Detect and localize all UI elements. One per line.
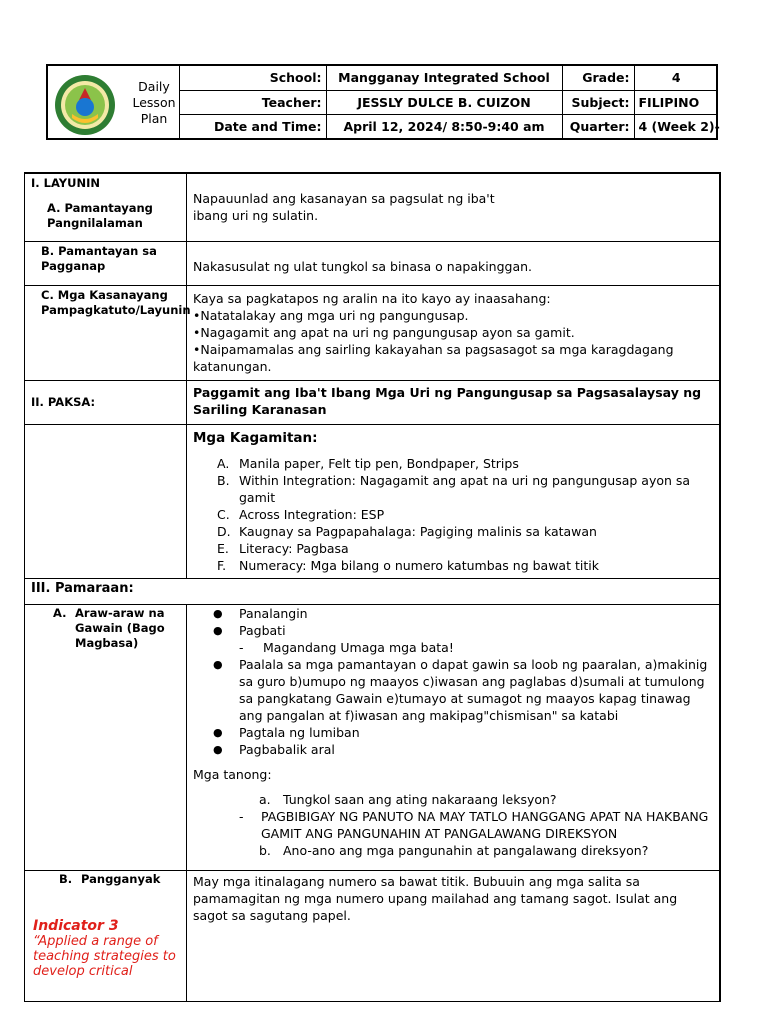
kasanayan-content [187,285,721,380]
list-item: ● Panalangin [213,605,308,621]
header-row-school [180,66,718,90]
kagamitan-content [187,424,721,578]
pamantayan-sa-pagganap-text: Nakasusulat ng ulat tungkol sa binasa o napakinggan. [187,241,721,285]
row-pangganyak [25,870,721,1001]
list-item: ● Pagbabalik aral [213,741,335,757]
list-item: C. Across Integration: ESP [217,506,385,522]
subject-value: FILIPINO [634,90,718,114]
list-item: A. Manila paper, Felt tip pen, Bondpaper, Strips [217,455,519,471]
tanong-list-2 [193,842,713,859]
list-item: ● Pagbati [213,622,286,638]
pamaraan-label: III. Pamaraan: [25,578,721,604]
araw-araw-na-gawain-label: Araw-araw na Gawain (Bago Magbasa) [75,605,165,650]
gawain-content [187,604,721,870]
pangganyak-label: Pangganyak [81,871,161,886]
row-kagamitan [25,424,721,578]
greeting-item: - Magandang Umaga mga bata! [239,639,454,655]
kasanayan-item: •Natatalakay ang mga uri ng pangungusap. [193,307,469,323]
pagganap-label-cell [25,241,187,285]
subject-label: Subject: [562,90,634,114]
row-pamaraan [25,578,721,604]
kasanayang-pampagkatuto-label: C. Mga Kasanayang Pampagkatuto/Layunin [41,287,191,317]
a-text: Napauunlad ang kasanayan sa pagsulat ng iba't ibang uri ng sulatin. [193,191,495,223]
gawain-bullets-2 [193,656,713,758]
indicator-title: Indicator 3 [33,917,119,934]
gawain-mark: A. [53,605,67,620]
pangganyak-label-cell [25,870,187,1001]
pamantayan-sa-pagganap-label: B. Pamantayan sa Pagganap [41,243,157,273]
logo-cell [48,66,180,138]
grade-label: Grade: [562,66,634,90]
row-pamantayang-pangnilalaman [25,173,721,241]
teacher-label: Teacher: [180,90,326,114]
grade-value: 4 [634,66,718,90]
tanong-label: Mga tanong: [193,766,272,782]
tanong-list [193,791,713,808]
paksa-label: II. PAKSA: [25,380,187,424]
list-item: ● Paalala sa mga pamantayan o dapat gawin sa loob ng paaralan, a)makinig sa guro b)umupo ng maayos c)iwasan ang paglabas d)sumali at tumulong sa pangkatang Gawain e)tumayo at sumagot ng maayos kapag tinawag ang pangalan at f)iwasan ang makipag"chismisan" sa katabi [213,656,708,723]
kasanayan-item: •Naipamamalas ang sairling kakayahan sa pagsasagot sa mga karagdagang katanungan. [193,341,674,374]
layunin-title: I. LAYUNIN [31,176,100,190]
gawain-bullets [193,605,713,639]
school-label: School: [180,66,326,90]
pamantayang-pangnilalaman-text [187,173,721,241]
indicator-text: “Applied a range of teaching strategies to develop critical [33,933,176,979]
quarter-label: Quarter: [562,114,634,138]
lesson-plan-table [24,172,721,1002]
kagamitan-label: Mga Kagamitan: [193,429,318,446]
list-item: F. Numeracy: Mga bilang o numero katumbas ng bawat titik [217,557,599,573]
list-item: a. Tungkol saan ang ating nakaraang leksyon? [259,791,557,807]
row-paksa [25,380,721,424]
quarter-value: 4 (Week 2)- [634,114,718,138]
pangganyak-mark: B. [59,871,73,886]
header-row-date [180,114,718,138]
daily-lesson-plan-label: Daily Lesson Plan [132,79,176,126]
row-kasanayang-pampagkatuto [25,285,721,380]
datetime-label: Date and Time: [180,114,326,138]
header-row-teacher [180,90,718,114]
school-value: Mangganay Integrated School [326,66,562,90]
kasanayan-item: •Nagagamit ang apat na uri ng pangungusap ayon sa gamit. [193,324,575,340]
list-item: B. Within Integration: Nagagamit ang apat na uri ng pangungusap ayon sa gamit [217,472,691,505]
school-logo-icon [54,74,116,136]
list-item: ● Pagtala ng lumiban [213,724,360,740]
panuto-item: - PAGBIBIGAY NG PANUTO NA MAY TATLO HANGGANG APAT NA HAKBANG GAMIT ANG PANGUNAHIN AT PANGALAWANG DIREKSYON [239,808,709,841]
row-pamantayan-sa-pagganap [25,241,721,285]
kagamitan-empty-cell [25,424,187,578]
list-item: E. Literacy: Pagbasa [217,540,349,556]
row-araw-araw-na-gawain [25,604,721,870]
kagamitan-list [193,455,713,574]
pamantayang-pangnilalaman-label: A. Pamantayang Pangnilalaman [47,201,153,230]
gawain-label-cell [25,604,187,870]
header-grid [180,66,718,138]
kasanayan-label-cell [25,285,191,380]
kasanayan-intro: Kaya sa pagkatapos ng aralin na ito kayo ay inaasahang: [193,290,551,306]
list-item: b. Ano-ano ang mga pangunahin at pangalawang direksyon? [259,842,649,858]
header-box [46,64,718,140]
pangganyak-text: May mga itinalagang numero sa bawat titik. Bubuuin ang mga salita sa pamamagitan ng mga numero upang mailahad ang tamang sagot. Isulat ang sagot sa sagutang papel. [187,870,721,1001]
indicator-note [31,919,180,979]
paksa-title: Paggamit ang Iba't Ibang Mga Uri ng Pangungusap sa Pagsasalaysay ng Sariling Karanasan [187,380,721,424]
teacher-value: JESSLY DULCE B. CUIZON [326,90,562,114]
layunin-label-cell [25,173,187,241]
list-item: D. Kaugnay sa Pagpapahalaga: Pagiging malinis sa katawan [217,523,597,539]
datetime-value: April 12, 2024/ 8:50-9:40 am [326,114,562,138]
